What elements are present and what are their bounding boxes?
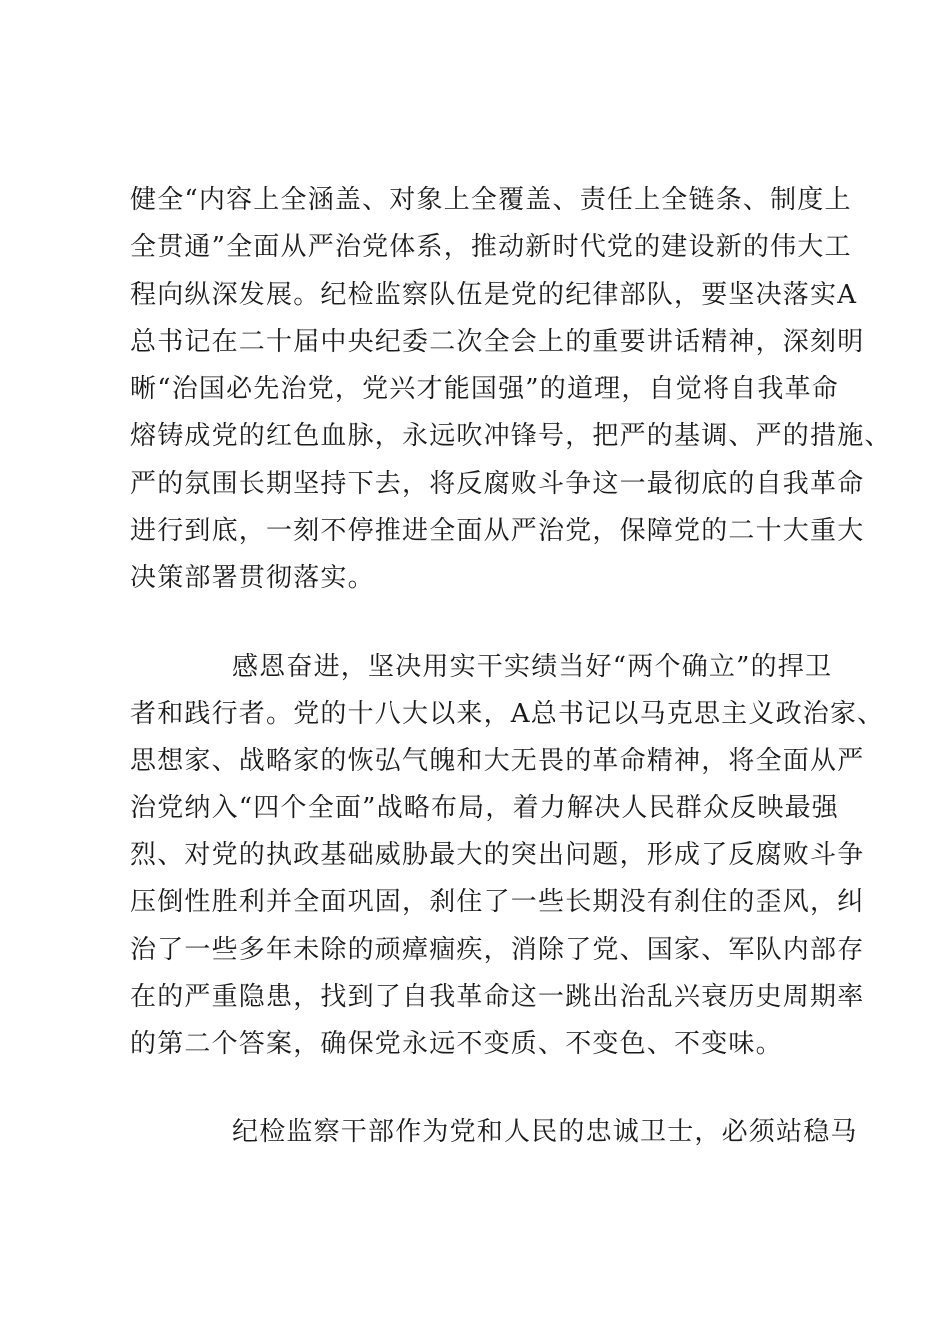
paragraph-1-line-9: 决策部署贯彻落实。 — [130, 563, 375, 593]
paragraph-3-line-1: 纪检监察干部作为党和人民的忠诚卫士，必须站稳马 — [232, 1117, 858, 1147]
paragraph-2-line-2: 者和践行者。党的十八大以来，A总书记以马克思主义政治家、 — [130, 699, 885, 729]
paragraph-2-line-5: 烈、对党的执政基础威胁最大的突出问题，形成了反腐败斗争 — [130, 840, 865, 870]
paragraph-1-line-4: 总书记在二十届中央纪委二次全会上的重要讲话精神，深刻明 — [130, 327, 865, 357]
paragraph-1-line-1: 健全“内容上全涵盖、对象上全覆盖、责任上全链条、制度上 — [130, 185, 852, 215]
paragraph-1-line-7: 严的氛围长期坚持下去，将反腐败斗争这一最彻底的自我革命 — [130, 469, 865, 499]
paragraph-1-line-5: 晰“治国必先治党，党兴才能国强”的道理，自觉将自我革命 — [130, 374, 839, 404]
paragraph-2-line-7: 治了一些多年未除的顽瘴痼疾，消除了党、国家、军队内部存 — [130, 935, 865, 965]
paragraph-2-line-3: 思想家、战略家的恢弘气魄和大无畏的革命精神，将全面从严 — [130, 746, 865, 776]
paragraph-1-line-2: 全贯通”全面从严治党体系，推动新时代党的建设新的伟大工 — [130, 232, 852, 262]
paragraph-2-line-4: 治党纳入“四个全面”战略布局，着力解决人民群众反映最强 — [130, 793, 839, 823]
paragraph-2-line-1: 感恩奋进，坚决用实干实绩当好“两个确立”的捍卫 — [232, 652, 833, 682]
paragraph-1-line-8: 进行到底，一刻不停推进全面从严治党，保障党的二十大重大 — [130, 516, 865, 546]
paragraph-1-line-6: 熔铸成党的红色血脉，永远吹冲锋号，把严的基调、严的措施、 — [130, 421, 892, 451]
paragraph-1-line-3: 程向纵深发展。纪检监察队伍是党的纪律部队，要坚决落实A — [130, 280, 858, 310]
paragraph-2-line-9: 的第二个答案，确保党永远不变质、不变色、不变味。 — [130, 1029, 783, 1059]
paragraph-2-line-8: 在的严重隐患，找到了自我革命这一跳出治乱兴衰历史周期率 — [130, 982, 865, 1012]
paragraph-2-line-6: 压倒性胜利并全面巩固，刹住了一些长期没有刹住的歪风，纠 — [130, 887, 865, 917]
